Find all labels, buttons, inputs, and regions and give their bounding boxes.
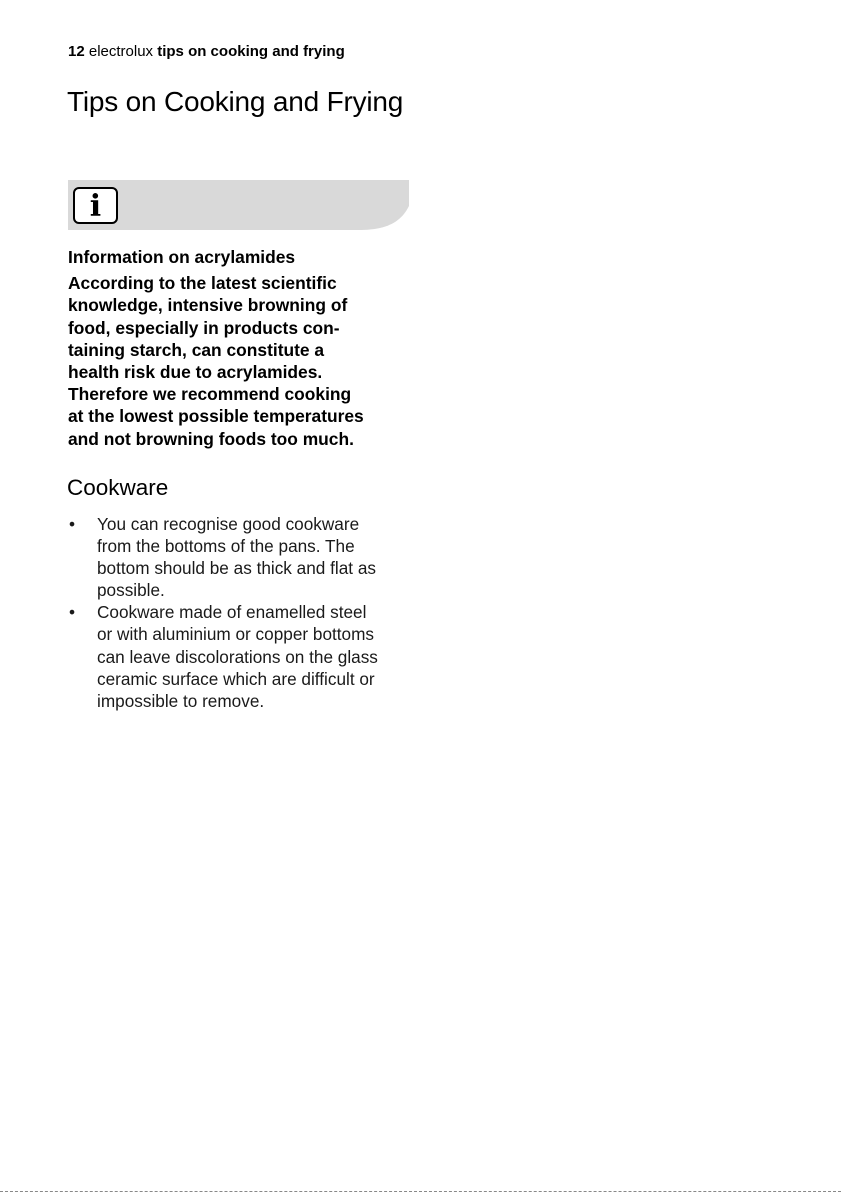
page-number: 12 [68,43,85,60]
list-item-line: possible. [97,580,165,601]
cookware-list [68,513,413,712]
page-title: Tips on Cooking and Frying [67,86,404,117]
info-icon-glyph: i [89,189,102,224]
bullet-icon: • [69,602,76,623]
info-banner [68,180,409,230]
bullet-icon: • [69,514,76,534]
list-item [68,601,413,711]
warning-title: Information on acrylamides [68,247,296,267]
list-item-line: Cookware made of enamelled steel [97,602,367,623]
info-icon [74,188,117,224]
list-item-line: or with aluminium or copper bottoms [97,624,375,645]
list-item-line: from the bottoms of the pans. The [97,536,355,557]
list-item [68,513,413,601]
info-banner-graphic [68,180,409,230]
list-item-line: bottom should be as thick and flat as [97,558,376,579]
warning-line: at the lowest possible temperatures [68,406,364,427]
page-bottom-rule [0,1191,841,1192]
info-banner-background [68,180,409,230]
running-header [68,42,345,62]
list-item-line: can leave discolorations on the glass [97,646,378,667]
warning-line: health risk due to acrylamides. [68,362,323,383]
warning-line: Therefore we recommend cooking [68,384,352,405]
list-item-line: You can recognise good cookware [97,514,360,534]
list-item-line: ceramic surface which are difficult or [97,668,375,689]
warning-line: and not browning foods too much. [68,428,354,449]
warning-line: taining starch, can constitute a [68,339,325,360]
warning-line: knowledge, intensive browning of [68,295,348,316]
list-item-line: impossible to remove. [97,690,265,711]
warning-line: According to the latest scientific [68,273,337,294]
warning-line: food, especially in products con- [68,317,340,338]
acrylamide-warning [68,246,413,450]
section-name: tips on cooking and frying [157,43,345,60]
cookware-heading: Cookware [67,475,169,500]
brand-name: electrolux [88,43,154,60]
